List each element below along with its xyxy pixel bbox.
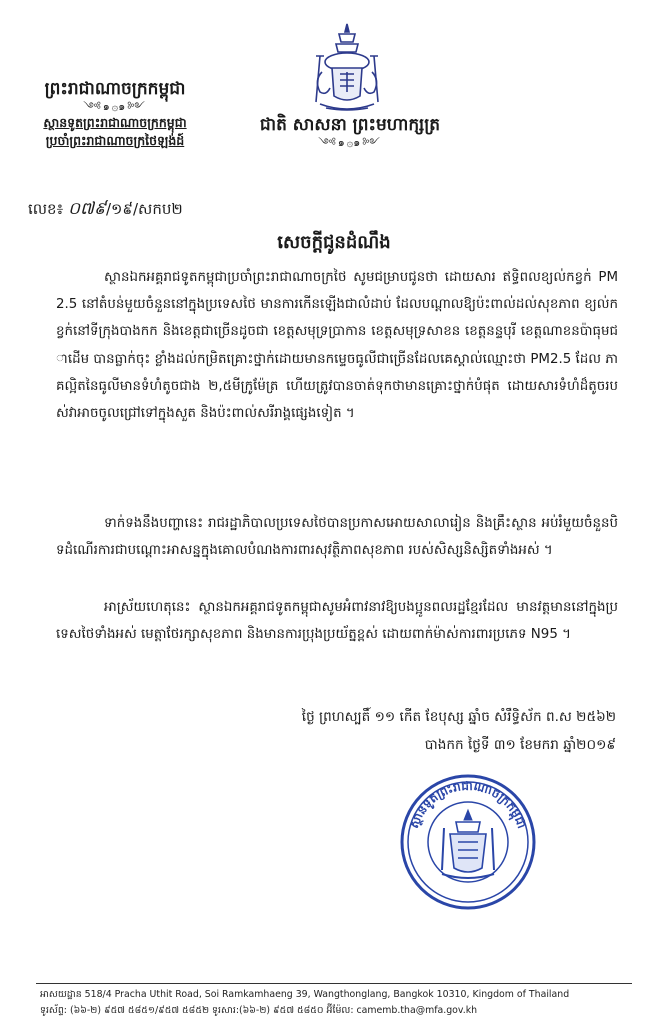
footer-contact: ទូរស័ព្ទ: (៦៦-២) ៩៥៧ ៥៨៥១/៩៥៧ ៥៨៥២ ទូរសារ:(៦៦-២) ៩៥៧ ៥៨៥០ អ៊ីម៉ែល: camemb.tha@mfa.gov.kh	[40, 1005, 478, 1016]
reference-prefix: លេខ៖	[28, 200, 64, 218]
reference-value: ០៧៩	[67, 199, 106, 219]
address-label: អាសយដ្ឋាន	[40, 989, 82, 1000]
paragraph-3-text: អាស្រ័យហេតុនេះ ស្ថានឯកអគ្គរាជទូតកម្ពុជាសូមអំពាវនាវឱ្យបងប្អូនពលរដ្ឋខ្មែរដែល មានវត្តមាននៅក្នុងប្រទេសថៃទាំងអស់ មេត្តាថែរក្សាសុខភាព និងមានការប្រុងប្រយ័ត្នខ្ពស់ ដោយពាក់ម៉ាស់ការពារប្រភេទ N95 ។	[56, 600, 618, 643]
seal-text: ស្ថានទូតព្រះរាជាណាចក្រកម្ពុជា	[406, 778, 530, 831]
paragraph-2	[56, 510, 618, 564]
paragraph-1	[56, 264, 618, 427]
embassy-name: ស្ថានទូតព្រះរាជាណាចក្រកម្ពុជា	[43, 115, 187, 130]
document-title: សេចក្តីជូនដំណឹង	[277, 232, 391, 253]
paragraph-1-text: ស្ថានឯកអគ្គរាជទូតកម្ពុជាប្រចាំព្រះរាជាណាចក្រថៃ សូមជម្រាបជូនថា ដោយសារ ឥទ្ធិពលខ្យល់កខ្វក់ PM2.5 នៅតំបន់មួយចំនួននៅក្នុងប្រទេសថៃ មានការកើនឡើងជាលំដាប់ ដែលបណ្តាលឱ្យប៉ះពាល់ដល់សុខភាព ខ្យល់កខ្វក់នៅទីក្រុងបាងកក និងខេត្តជាច្រើនដូចជា ខេត្តសមុទ្រប្រាកាន ខេត្តសមុទ្រសាខន ខេត្តនន្ទបុរី ខេត្តណាខនប៉ាធុមជាដើម បានធ្លាក់ចុះ ខ្លាំងដល់កម្រិតគ្រោះថ្នាក់ដោយមានកម្ទេចធូលីជាច្រើនដែលគេស្គាល់ឈ្មោះថា PM2.5 ដែល ភាគល្អិតនៃធូលីមានទំហំតូចជាង ២,៥មីក្រូម៉ែត្រ ហើយត្រូវបានចាត់ទុកថាមានគ្រោះថ្នាក់បំផុត ដោយសារទំហំដ៏តូចរបស់វាអាចចូលជ្រៅទៅក្នុងសួត និងប៉ះពាល់សរីរាង្គផ្សេងទៀត ។	[56, 270, 619, 422]
solar-date: បាងកក ថ្ងៃទី ៣១ ខែមករា ឆ្នាំ២០១៩	[424, 737, 616, 753]
ornament-divider: ༺๑۞๑༻	[318, 136, 382, 149]
embassy-location: ប្រចាំព្រះរាជាណាចក្រថៃឡង់ដ៍	[45, 133, 185, 148]
footer-divider	[36, 983, 632, 984]
paragraph-3	[56, 594, 618, 648]
lunar-date: ថ្ងៃ ព្រហស្បតិ៍ ១១ កេីត ខែបុស្ស ឆ្នាំច សំរឹទ្ធិស័ក ព.ស ២៥៦២	[301, 709, 616, 725]
royal-emblem-icon	[306, 22, 388, 114]
motto-text: ជាតិ សាសនា ព្រះមហាក្សត្រ	[259, 115, 441, 135]
reference-suffix: /១៩/សកប២	[105, 200, 183, 218]
kingdom-name: ព្រះរាជាណាចក្រកម្ពុជា	[44, 79, 186, 99]
national-motto	[250, 114, 450, 150]
svg-text:ស្ថានទូតព្រះរាជាណាចក្រកម្ពុជា	[407, 779, 529, 831]
ornament-divider: ༺๑۞๑༻	[83, 100, 147, 113]
footer-address	[40, 988, 630, 1002]
paragraph-2-text: ទាក់ទងនឹងបញ្ហានេះ រាជរដ្ឋាភិបាលប្រទេសថៃបានប្រកាសអោយសាលារៀន និងគ្រឹះស្ថាន អប់រំមួយចំនួនបិទដំណើរការជាបណ្តោះអាសន្នក្នុងគោលបំណងការពារសុវត្ថិភាពសុខភាព របស់សិស្សនិស្សិតទាំងអស់ ។	[56, 516, 618, 559]
header-left	[10, 78, 220, 150]
address-text: 518/4 Pracha Uthit Road, Soi Ramkamhaeng 39, Wangthonglang, Bangkok 10310, Kingdom of Thailand	[84, 989, 570, 1000]
reference-number	[28, 198, 183, 223]
embassy-seal-icon	[388, 772, 548, 912]
